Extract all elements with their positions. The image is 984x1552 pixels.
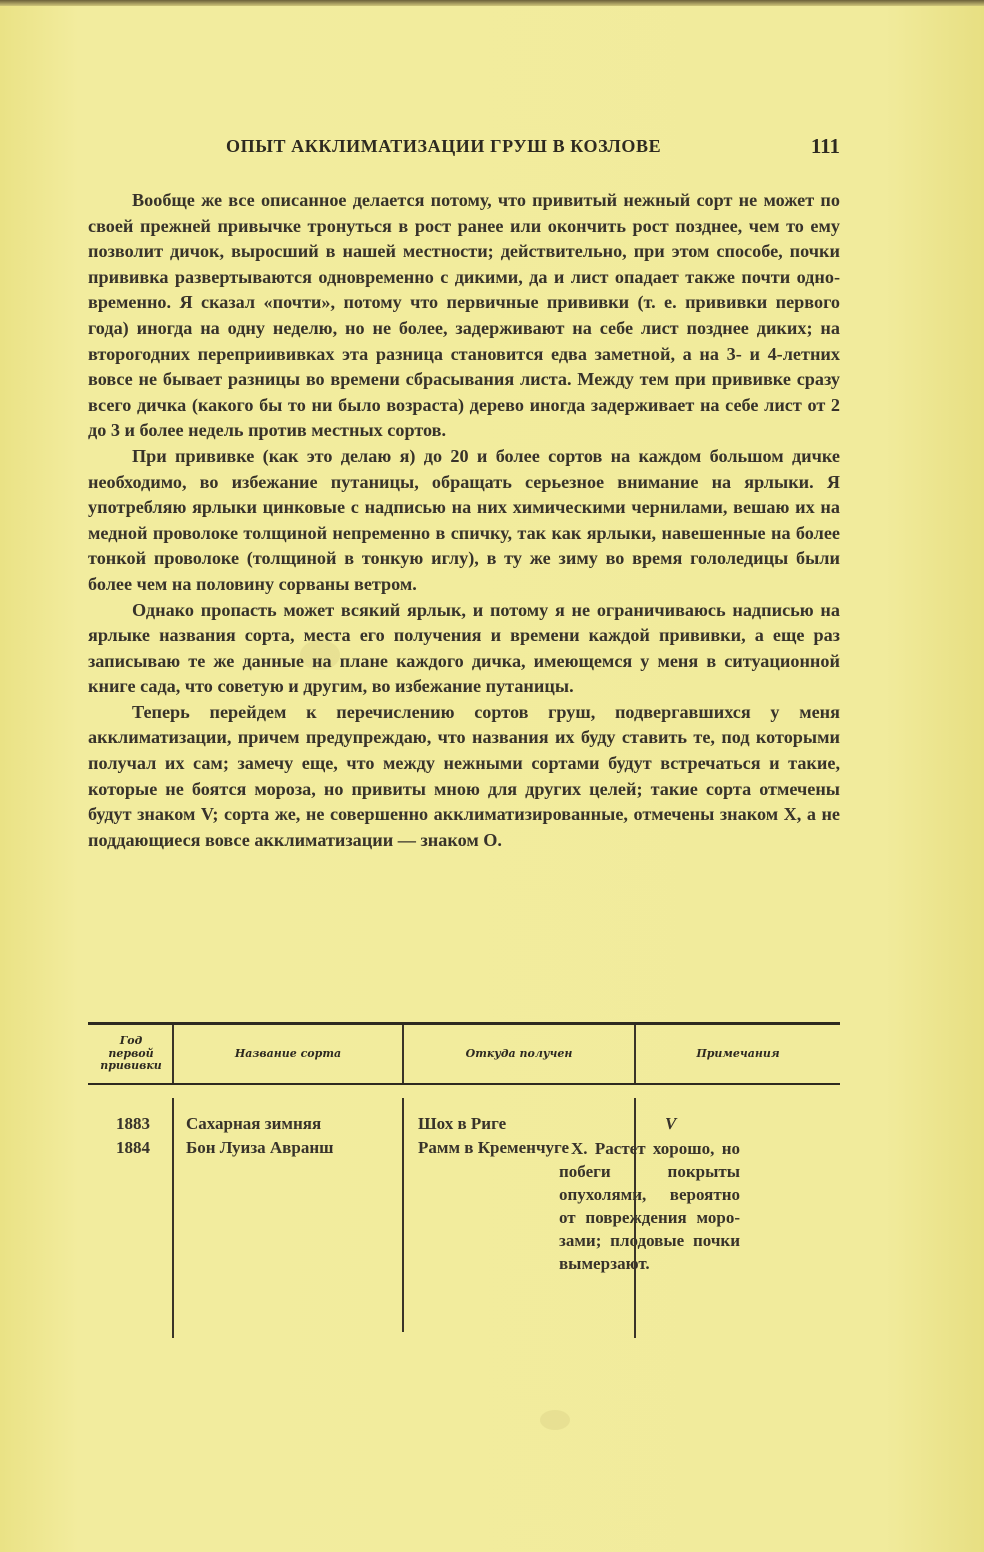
paragraph: Теперь перейдем к перечислению сортов груш, подвергавшихся у меня акклиматизации, причем предупреждаю, что названия их буду ставить те, под которыми получал их сам; замечу еще, что между нежными сортами будут встречаться и такие, которые не боятся мороза, но привиты мною для других целей; такие сорта отмечены будут знаком V; сорта же, не совершенно акклиматизированные, отмечены знаком X, а не поддающиеся вовсе акклиматизации — знаком O. [88, 701, 840, 850]
row-2-source: Рамм в Кременчуге [418, 1138, 570, 1157]
row-2-year: 1884 [116, 1138, 150, 1157]
row-1-source: Шох в Риге [418, 1114, 507, 1133]
page-top-edge [0, 0, 984, 6]
row-1-name: Сахарная зимняя [186, 1114, 322, 1133]
page-number: 111 [810, 134, 840, 158]
paragraph: Однако пропасть может всякий ярлык, и потому я не ограничиваюсь надписью на ярлыке названия сорта, места его получения и времени каждой прививки, а еще раз записываю те же данные на плане каждого дичка, имеющемся у меня в ситуационной книге сада, что советую и другим, во избежание путаницы. [88, 599, 840, 697]
body-text [88, 188, 840, 853]
column-divider [634, 1025, 636, 1083]
paper-stain [540, 1410, 570, 1430]
paragraph: При прививке (как это делаю я) до 20 и более сортов на каждом большом дичке необходимо, во избежание путаницы, обращать серьезное внимание на ярлыки. Я употребляю ярлыки цинковые с надписью на них химическими чернилами, вешаю их на медной проволоке толщиной непременно в спичку, так как ярлыки, навешенные на более тонкой проволоке (толщиной в тонкую иглу), в ту же зиму во время гололедицы были более чем на половину сорваны ветром. [88, 445, 840, 594]
paragraph: Вообще же все описанное делается потому, что привитый нежный сорт не может по своей прежней привычке тронуться в рост ранее или окончить рост позднее, чем то ему позволит дичок, выросший в нашей местности; действительно, при этом способе, почки прививка развертываются одновременно с дикими, да и лист опадает также почти одновременно. Я сказал «почти», потому что первичные прививки (т. е. прививки первого года) иногда на одну неделю, но не более, задерживают на себе лист позднее диких; на второгодних переприививках эта разница становится едва заметной, а на 3- и 4-летних вовсе не бывает разницы во времени сбрасывания листа. Между тем при прививке сразу всего дичка (какого бы то ни было возраста) дерево иногда задерживает на себе лист от 2 до 3 и более недель против местных сортов. [88, 190, 840, 441]
column-divider [402, 1098, 404, 1332]
column-divider [402, 1025, 404, 1083]
table-top-rule [88, 1022, 840, 1025]
header-notes: Примечания [696, 1046, 780, 1060]
running-head [88, 134, 840, 162]
row-1-year: 1883 [116, 1114, 150, 1133]
header-year: Год первой прививки [100, 1034, 162, 1073]
row-2-name: Бон Луиза Авранш [186, 1138, 334, 1157]
column-divider [172, 1098, 174, 1338]
header-name: Название сорта [234, 1046, 342, 1060]
running-title: ОПЫТ АККЛИМАТИЗАЦИИ ГРУШ В КОЗЛОВЕ [226, 136, 662, 156]
row-2-notes: X. Растет хорошо, но побеги покрыты опухолями, вероятно от повреждения морозами; плодовые почки вымерзают. [559, 1139, 740, 1273]
row-1-notes: V [665, 1114, 677, 1133]
header-source: Откуда получен [465, 1046, 573, 1060]
table-header-rule [88, 1083, 840, 1085]
column-divider [172, 1025, 174, 1083]
